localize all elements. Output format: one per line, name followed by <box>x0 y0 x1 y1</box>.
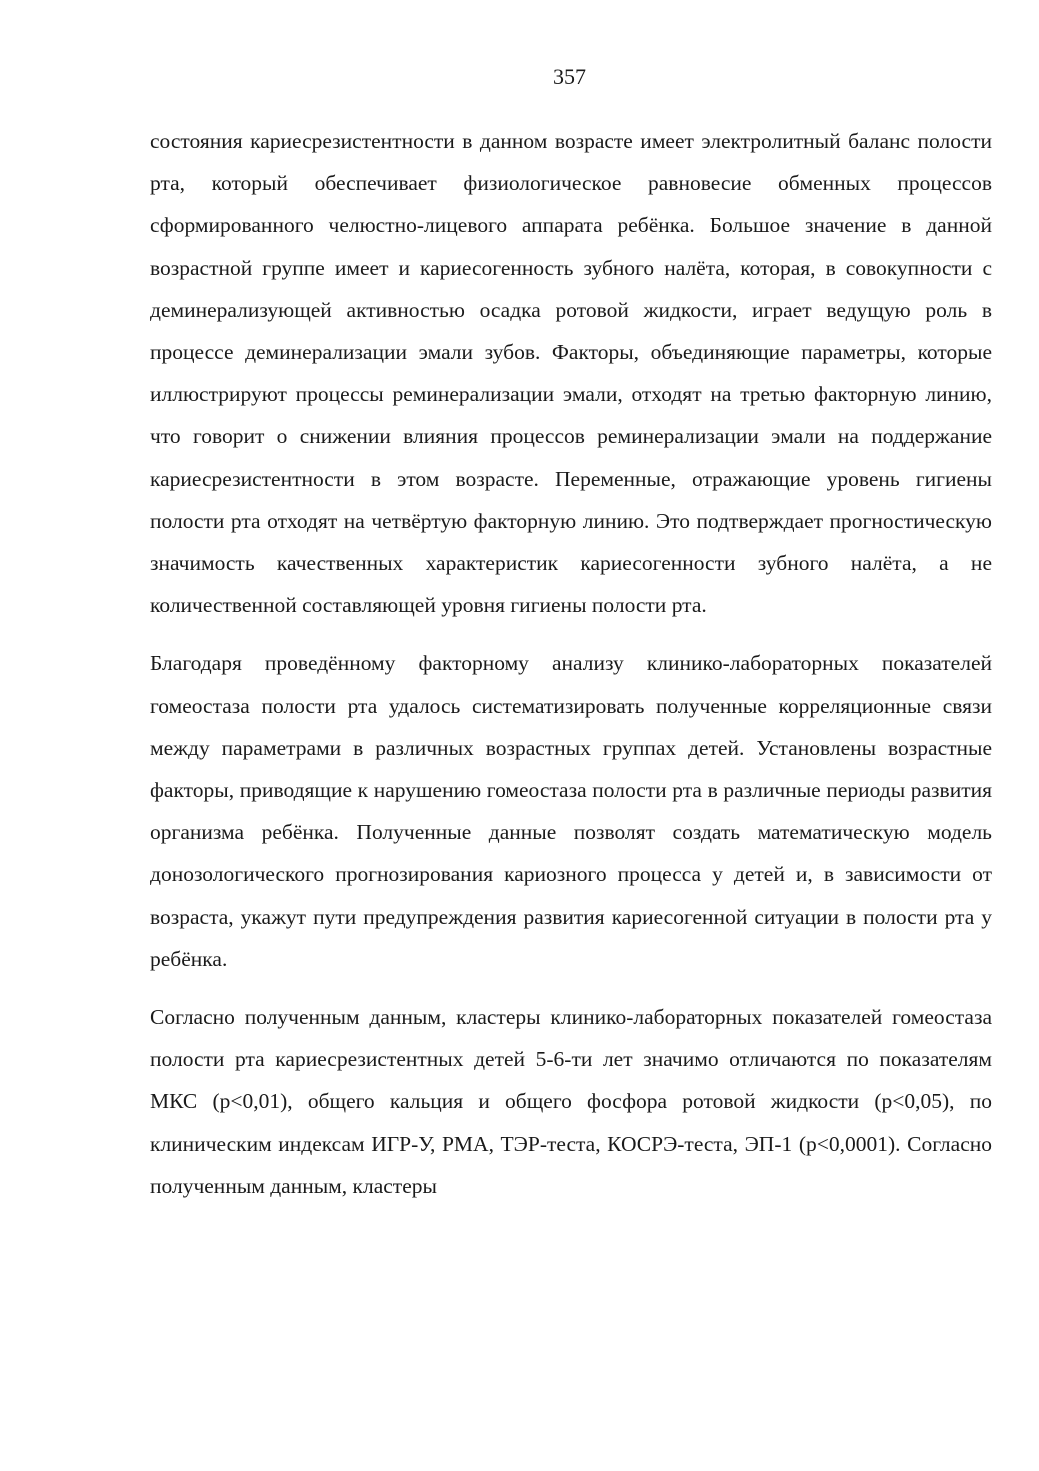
paragraph-1: состояния кариесрезистентности в данном возрасте имеет электролитный баланс полости рта, который обеспечивает физиологическое равновесие обменных процессов сформированного челюстно-лицевого аппарата ребёнка. Большое значение в данной возрастной группе имеет и кариесогенность зубного налёта, которая, в совокупности с деминерализующей активностью осадка ротовой жидкости, играет ведущую роль в процессе деминерализации эмали зубов. Факторы, объединяющие параметры, которые иллюстрируют процессы реминерализации эмали, отходят на третью факторную линию, что говорит о снижении влияния процессов реминерализации эмали на поддержание кариесрезистентности в этом возрасте. Переменные, отражающие уровень гигиены полости рта отходят на четвёртую факторную линию. Это подтверждает прогностическую значимость качественных характеристик кариесогенности зубного налёта, а не количественной составляющей уровня гигиены полости рта. <box>150 129 992 618</box>
paragraph-3: Согласно полученным данным, кластеры клинико-лабораторных показателей гомеостаза полости рта кариесрезистентных детей 5-6-ти лет значимо отличаются по показателям МКС (p<0,01), общего кальция и общего фосфора ротовой жидкости (p<0,05), по клиническим индексам ИГР-У, РМА, ТЭР-теста, КОСРЭ-теста, ЭП-1 (p<0,0001). Согласно полученным данным, кластеры <box>150 1005 992 1198</box>
document-body <box>150 120 992 1207</box>
paragraph-2: Благодаря проведённому факторному анализу клинико-лабораторных показателей гомеостаза полости рта удалось систематизировать полученные корреляционные связи между параметрами в различных возрастных группах детей. Установлены возрастные факторы, приводящие к нарушению гомеостаза полости рта в различные периоды развития организма ребёнка. Полученные данные позволят создать математическую модель донозологического прогнозирования кариозного процесса у детей и, в зависимости от возраста, укажут пути предупреждения развития кариесогенной ситуации в полости рта у ребёнка. <box>150 651 992 971</box>
page-number: 357 <box>553 64 586 89</box>
